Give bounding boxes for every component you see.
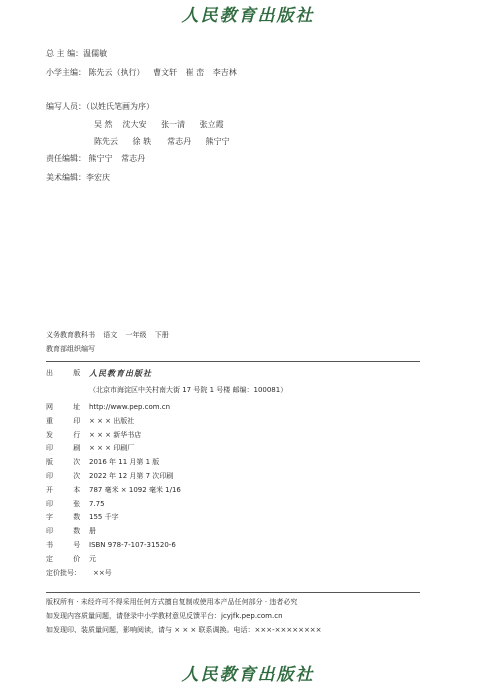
primary-editor-row <box>46 68 237 78</box>
chief-editor-row <box>46 49 107 59</box>
publication-row-value: 155 千字 <box>89 513 119 522</box>
org-line: 教育部组织编写 <box>46 345 95 353</box>
writer-name: 陈先云 <box>94 137 118 146</box>
publication-row-value: 册 <box>89 527 96 536</box>
book-title-row <box>46 330 169 340</box>
writer-name: 张一清 <box>161 120 186 129</box>
publication-row-value: × × × 出版社 <box>89 416 135 425</box>
publication-row-value: 7.75 <box>89 499 105 508</box>
writer-name: 熊宁宁 <box>205 137 230 146</box>
publication-row <box>46 513 426 523</box>
publication-row-value: ISBN 978-7-107-31520-6 <box>89 541 176 549</box>
publisher-mini-logo: 人民教育出版社 <box>89 368 152 378</box>
publication-row <box>46 569 426 579</box>
feedback-notice: 如发现内容质量问题，请登录中小学教材意见反馈平台：jcyjfk.pep.com.cn <box>46 612 283 620</box>
publication-row-label: 重 印 <box>46 416 90 425</box>
copyright-notice: 版权所有 · 未经许可不得采用任何方式擅自复制或使用本产品任何部分 · 违者必究 <box>46 598 298 606</box>
writer-name: 常志丹 <box>167 137 192 146</box>
publication-row <box>46 403 426 413</box>
responsible-editor-row <box>46 154 145 164</box>
publication-row <box>46 500 426 510</box>
writers-label: 编写人员： <box>46 102 86 111</box>
publication-row-label: 印 刷 <box>46 444 90 453</box>
grade: 一年级 <box>125 331 147 339</box>
publication-row-value: http://www.pep.com.cn <box>89 403 171 411</box>
publication-row <box>46 417 426 427</box>
publication-row-value: 787 毫米 × 1092 毫米 1/16 <box>89 485 181 494</box>
publication-row <box>46 444 426 454</box>
chief-editor-label: 总 主 编： <box>46 49 84 58</box>
volume: 下册 <box>154 331 169 339</box>
publication-row-label: 定价批号： <box>46 568 81 577</box>
art-editor-row <box>46 173 110 183</box>
publication-row-label: 字 数 <box>46 513 90 522</box>
publication-row-label: 网 址 <box>46 403 90 411</box>
writers-note: （以姓氏笔画为序） <box>86 102 154 111</box>
primary-editor-name: 曹文轩 <box>153 68 178 77</box>
publisher-label: 出 版 <box>46 369 90 377</box>
writer-name: 徐 轶 <box>132 137 152 146</box>
publication-row-label: 印 数 <box>46 527 90 536</box>
responsible-editor-name: 熊宁宁 <box>88 154 113 163</box>
publication-row <box>46 527 426 537</box>
art-editor-name: 李宏庆 <box>86 173 110 182</box>
publication-row <box>46 541 426 551</box>
publication-row-value: 元 <box>89 554 96 563</box>
divider <box>46 592 420 593</box>
publication-row-label: 版 次 <box>46 458 90 467</box>
publisher-logo-top: 人民教育出版社 <box>181 6 315 26</box>
writers-names-row-1 <box>94 120 224 130</box>
publication-row-label: 印 张 <box>46 499 90 508</box>
primary-editor-name: 陈先云（执行） <box>88 68 145 77</box>
publication-row <box>46 555 426 565</box>
responsible-editor-name: 常志丹 <box>121 154 146 163</box>
publication-row-value: ××号 <box>93 568 112 577</box>
publisher-row <box>46 369 426 379</box>
publication-row-value: × × × 印刷厂 <box>89 444 135 453</box>
publication-row-label: 印 次 <box>46 472 90 480</box>
publication-row-value: 2022 年 12 月第 7 次印刷 <box>89 472 174 480</box>
writer-name: 张立霞 <box>199 120 224 129</box>
writer-name: 沈大安 <box>122 120 147 129</box>
primary-editor-name: 崔 峦 <box>185 68 205 77</box>
responsible-editor-label: 责任编辑： <box>46 154 86 163</box>
publication-row-value: 2016 年 11 月第 1 版 <box>89 458 160 467</box>
writers-names-row-2 <box>94 137 230 147</box>
print-quality-notice: 如发现印、装质量问题，影响阅读，请与 × × × 联系调换。电话：×××-×××××××× <box>46 626 322 634</box>
publication-row <box>46 431 426 441</box>
publication-row-label: 开 本 <box>46 485 90 494</box>
primary-editor-label: 小学主编： <box>46 68 86 77</box>
writer-name: 吴 然 <box>94 120 113 129</box>
writers-row <box>46 102 154 112</box>
divider <box>46 361 420 362</box>
chief-editor-name: 温儒敏 <box>83 49 108 58</box>
art-editor-label: 美术编辑： <box>46 173 86 182</box>
subject: 语文 <box>103 331 118 339</box>
publication-row <box>46 472 426 482</box>
publication-row <box>46 458 426 468</box>
publisher-address: （北京市海淀区中关村南大街 17 号院 1 号楼 邮编：100081） <box>89 386 288 394</box>
publication-row-value: × × × 新华书店 <box>89 430 142 439</box>
publication-row-label: 定 价 <box>46 554 90 563</box>
primary-editor-name: 李吉林 <box>212 68 237 77</box>
publication-row <box>46 486 426 496</box>
publication-row-label: 发 行 <box>46 430 90 439</box>
series-name: 义务教育教科书 <box>46 331 95 339</box>
publication-row-label: 书 号 <box>46 541 90 549</box>
publisher-logo-bottom: 人民教育出版社 <box>181 665 315 685</box>
